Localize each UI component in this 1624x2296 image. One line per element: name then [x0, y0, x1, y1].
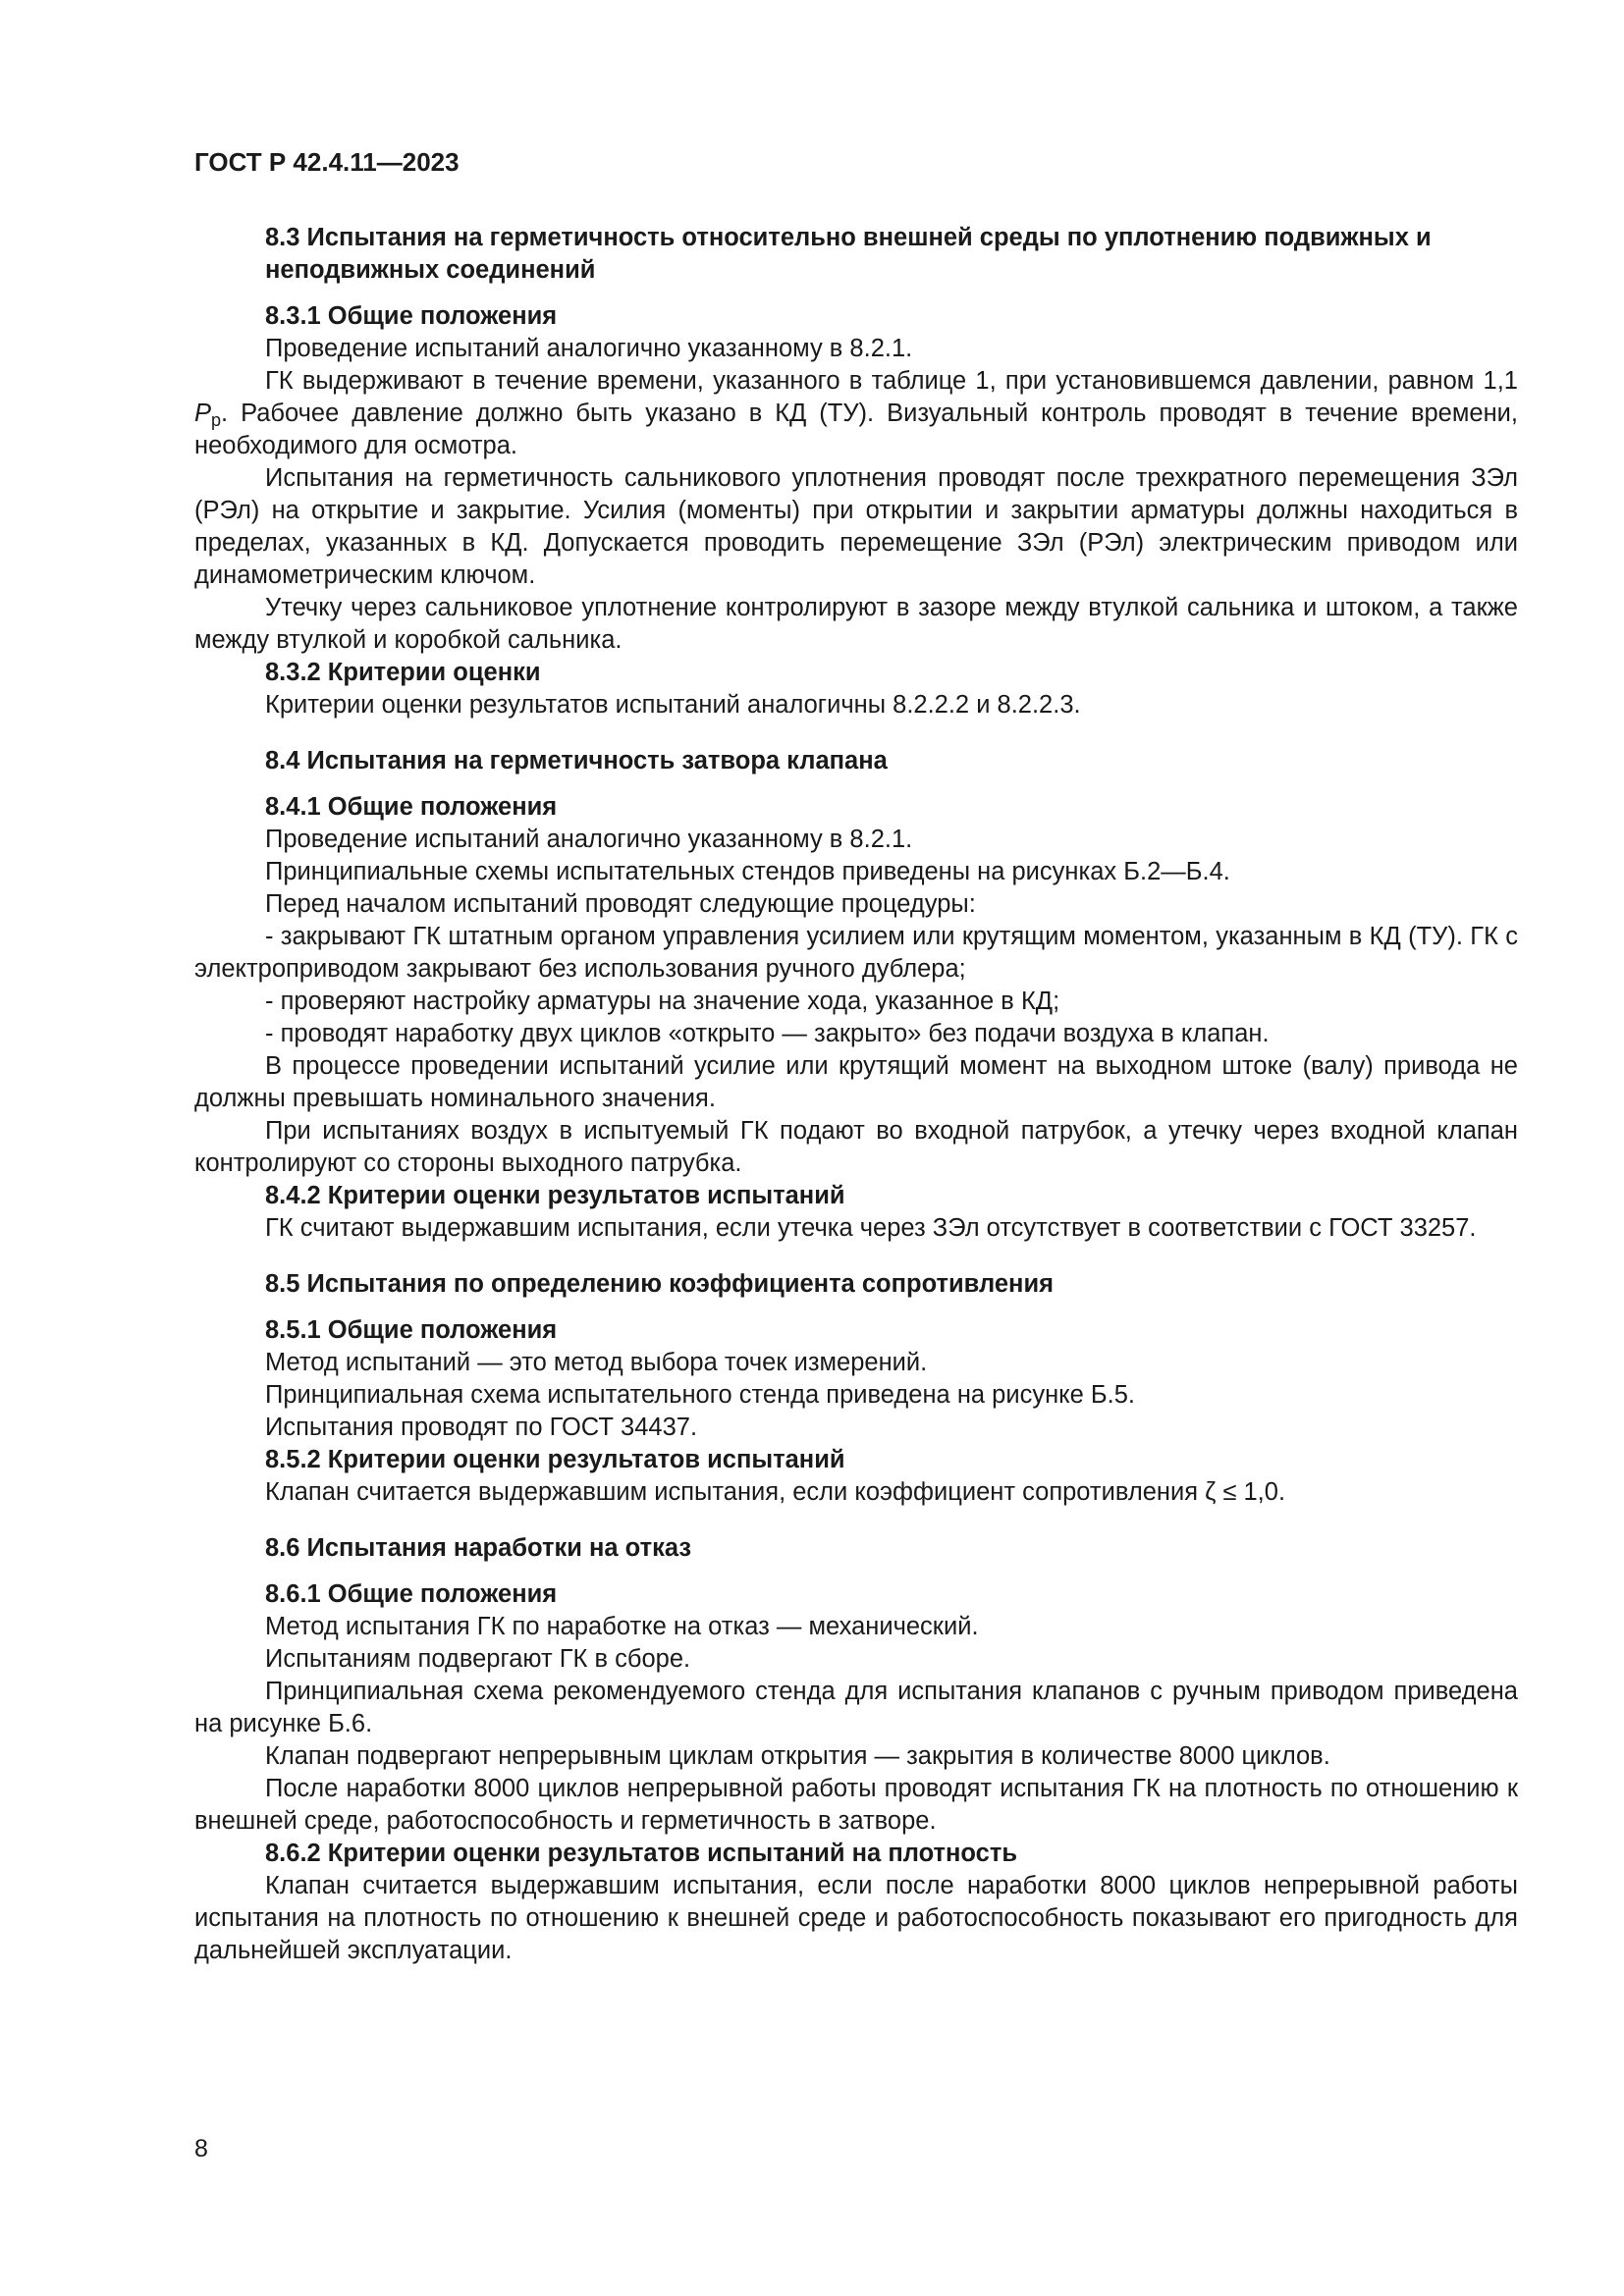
- paragraph: Критерии оценки результатов испытаний аналогичны 8.2.2.2 и 8.2.2.3.: [265, 691, 1081, 719]
- paragraph: ГК считают выдержавшим испытания, если утечка через ЗЭл отсутствует в соответствии с ГОСТ 33257.: [265, 1214, 1477, 1242]
- subsection-8-5-1-title: 8.5.1 Общие положения: [265, 1316, 558, 1344]
- pressure-variable: P: [194, 400, 212, 427]
- paragraph: После наработки 8000 циклов непрерывной работы проводят испытания ГК на плотность по отношению к внешней среде, работоспособность и герметичность в затворе.: [194, 1775, 1518, 1835]
- paragraph: Принципиальная схема испытательного стенда приведена на рисунке Б.5.: [265, 1381, 1135, 1409]
- paragraph: Утечку через сальниковое уплотнение контролируют в зазоре между втулкой сальника и штоком, а также между втулкой и коробкой сальника.: [194, 594, 1518, 654]
- subsection-8-3-1-title: 8.3.1 Общие положения: [265, 302, 558, 330]
- page-number: 8: [194, 2135, 208, 2163]
- list-item: - закрывают ГК штатным органом управления усилием или крутящим моментом, указанным в КД (ТУ). ГК с электроприводом закрывают без использования ручного дублера;: [194, 923, 1518, 983]
- paragraph: Клапан считается выдержавшим испытания, если после наработки 8000 циклов непрерывной работы испытания на плотность по отношению к внешней среде и работоспособность показывают его пригодность для дальнейшей эксплуатации.: [194, 1872, 1518, 1964]
- section-8-3-title: 8.3 Испытания на герметичность относительно внешней среды по уплотнению подвижных и неподвижных соединений: [265, 224, 1432, 284]
- document-page: [194, 147, 1518, 1967]
- section-8-4-title: 8.4 Испытания на герметичность затвора клапана: [265, 747, 888, 774]
- paragraph: Метод испытаний — это метод выбора точек измерений.: [265, 1349, 928, 1376]
- subsection-8-6-1-title: 8.6.1 Общие положения: [265, 1580, 558, 1608]
- subsection-8-4-1-title: 8.4.1 Общие положения: [265, 793, 558, 821]
- paragraph: Проведение испытаний аналогично указанному в 8.2.1.: [265, 335, 913, 362]
- paragraph: Испытаниям подвергают ГК в сборе.: [265, 1645, 691, 1673]
- list-item: - проводят наработку двух циклов «открыто — закрыто» без подачи воздуха в клапан.: [265, 1020, 1270, 1047]
- paragraph-pressure: ГК выдерживают в течение времени, указанного в таблице 1, при установившемся давлении, равном 1,1 $P_р$. Рабочее давление должно быть указано в КД (ТУ). Визуальный контроль проводят в течение времени, необходимого для осмотра.: [194, 367, 1518, 459]
- paragraph: Принципиальная схема рекомендуемого стенда для испытания клапанов с ручным приводом приведена на рисунке Б.6.: [194, 1678, 1518, 1737]
- paragraph: Испытания проводят по ГОСТ 34437.: [265, 1414, 698, 1441]
- paragraph: Клапан считается выдержавшим испытания, если коэффициент сопротивления ζ ≤ 1,0.: [265, 1478, 1286, 1506]
- section-8-6-title: 8.6 Испытания наработки на отказ: [265, 1534, 692, 1562]
- document-code-header: ГОСТ Р 42.4.11—2023: [194, 147, 460, 177]
- section-8-5-title: 8.5 Испытания по определению коэффициента сопротивления: [265, 1270, 1055, 1298]
- paragraph: Проведение испытаний аналогично указанному в 8.2.1.: [265, 826, 913, 853]
- paragraph: В процессе проведении испытаний усилие или крутящий момент на выходном штоке (валу) привода не должны превышать номинального значения.: [194, 1052, 1518, 1112]
- list-item: - проверяют настройку арматуры на значение хода, указанное в КД;: [265, 988, 1060, 1015]
- paragraph: Метод испытания ГК по наработке на отказ — механический.: [265, 1613, 979, 1640]
- paragraph: При испытаниях воздух в испытуемый ГК подают во входной патрубок, а утечку через входной клапан контролируют со стороны выходного патрубка.: [194, 1117, 1518, 1177]
- paragraph: Принципиальные схемы испытательных стендов приведены на рисунках Б.2—Б.4.: [265, 858, 1230, 885]
- subsection-8-6-2-title: 8.6.2 Критерии оценки результатов испытаний на плотность: [265, 1840, 1017, 1867]
- subsection-8-3-2-title: 8.3.2 Критерии оценки: [265, 659, 541, 686]
- paragraph: Клапан подвергают непрерывным циклам открытия — закрытия в количестве 8000 циклов.: [265, 1742, 1330, 1770]
- paragraph: Перед началом испытаний проводят следующие процедуры:: [265, 890, 976, 918]
- pressure-subscript: р: [211, 410, 222, 430]
- paragraph: Испытания на герметичность сальникового уплотнения проводят после трехкратного перемещения ЗЭл (РЭл) на открытие и закрытие. Усилия (моменты) при открытии и закрытии арматуры должны находиться в пределах, указанных в КД. Допускается проводить перемещение ЗЭл (РЭл) электрическим приводом или динамометрическим ключом.: [194, 464, 1518, 589]
- subsection-8-5-2-title: 8.5.2 Критерии оценки результатов испытаний: [265, 1446, 845, 1473]
- subsection-8-4-2-title: 8.4.2 Критерии оценки результатов испытаний: [265, 1182, 845, 1209]
